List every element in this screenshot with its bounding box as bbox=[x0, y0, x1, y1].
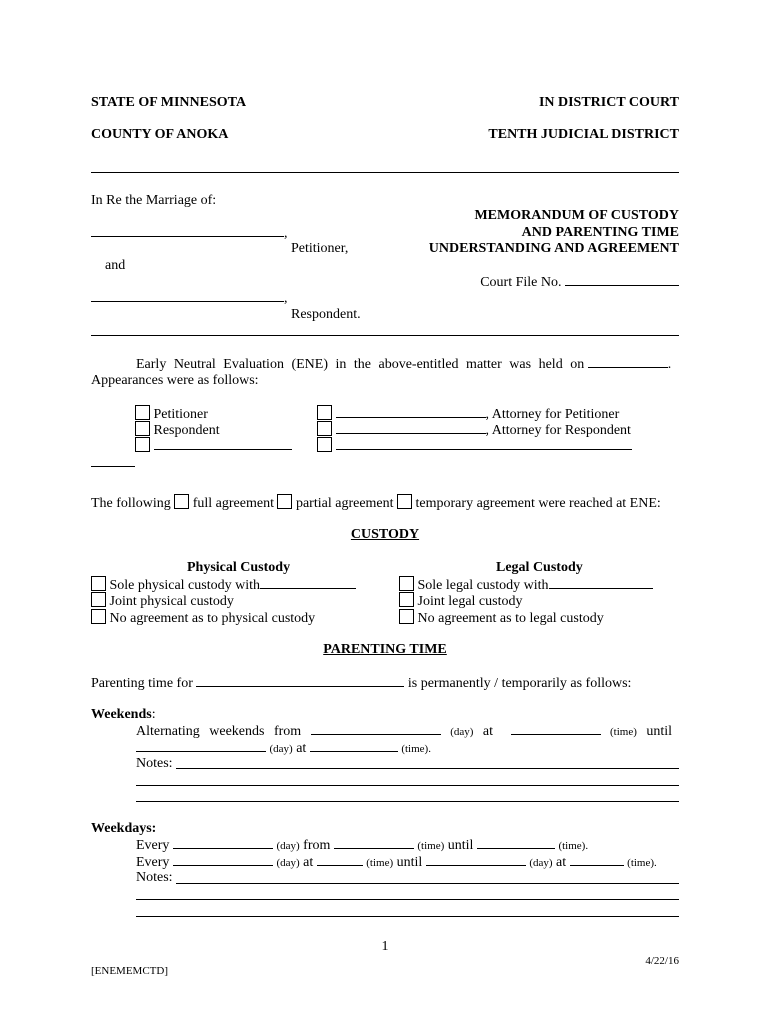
appearances-label: Appearances were as follows: bbox=[91, 373, 259, 388]
weekdays-line1: Every (day) from (time) until (time). bbox=[136, 838, 589, 853]
respondent-label: Respondent. bbox=[291, 307, 361, 322]
temporary-agreement-checkbox[interactable] bbox=[397, 494, 412, 509]
full-agreement-checkbox[interactable] bbox=[174, 494, 189, 509]
sole-physical-option[interactable]: Sole physical custody with bbox=[91, 576, 356, 594]
weekday1-until-time-field[interactable] bbox=[477, 837, 555, 849]
petitioner-checkbox[interactable] bbox=[135, 405, 150, 420]
weekends-label: Weekends: bbox=[91, 707, 156, 722]
weekday2-until-time-field[interactable] bbox=[570, 854, 624, 866]
weekend-at-time-field[interactable] bbox=[511, 723, 601, 735]
court-label: IN DISTRICT COURT bbox=[538, 95, 679, 110]
weekend-until-day-field[interactable] bbox=[136, 740, 266, 752]
attorney-other-checkbox[interactable] bbox=[317, 437, 332, 452]
sole-legal-checkbox[interactable] bbox=[399, 576, 414, 591]
weekend-until-time-field[interactable] bbox=[310, 740, 398, 752]
no-agreement-legal-option[interactable]: No agreement as to legal custody bbox=[399, 609, 604, 627]
ene-held-line: Early Neutral Evaluation (ENE) in the above-entitled matter was held on . bbox=[136, 357, 672, 372]
weekday2-at-time-field[interactable] bbox=[317, 854, 363, 866]
sole-legal-option[interactable]: Sole legal custody with bbox=[399, 576, 653, 594]
weekday-notes-line3[interactable] bbox=[136, 916, 679, 917]
doc-title-line3: UNDERSTANDING AND AGREEMENT bbox=[428, 241, 679, 256]
weekend-notes-line1[interactable] bbox=[176, 768, 679, 769]
in-re-label: In Re the Marriage of: bbox=[91, 193, 217, 208]
weekend-notes-line3[interactable] bbox=[136, 801, 679, 802]
weekdays-label: Weekdays: bbox=[91, 821, 157, 836]
no-agreement-physical-option[interactable]: No agreement as to physical custody bbox=[91, 609, 315, 627]
physical-custody-heading: Physical Custody bbox=[187, 560, 291, 575]
appearance-attorney-respondent[interactable]: , Attorney for Respondent bbox=[317, 421, 631, 439]
partial-agreement-checkbox[interactable] bbox=[277, 494, 292, 509]
appearance-other[interactable] bbox=[135, 437, 292, 455]
other-field-continuation bbox=[91, 466, 135, 467]
no-agreement-physical-checkbox[interactable] bbox=[91, 609, 106, 624]
court-file-label: Court File No. bbox=[480, 275, 562, 290]
joint-physical-checkbox[interactable] bbox=[91, 592, 106, 607]
weekday-notes-label: Notes: bbox=[136, 870, 173, 885]
weekend-notes-label: Notes: bbox=[136, 756, 173, 771]
header-divider bbox=[91, 172, 679, 173]
legal-custody-heading: Legal Custody bbox=[496, 560, 583, 575]
caption-divider bbox=[91, 335, 679, 336]
custody-heading: CUSTODY bbox=[350, 527, 420, 542]
weekday2-until-day-field[interactable] bbox=[426, 854, 526, 866]
attorney-petitioner-checkbox[interactable] bbox=[317, 405, 332, 420]
weekend-from-day-field[interactable] bbox=[311, 723, 441, 735]
no-agreement-legal-checkbox[interactable] bbox=[399, 609, 414, 624]
weekday2-day-field[interactable] bbox=[173, 854, 273, 866]
county-label: COUNTY OF ANOKA bbox=[91, 127, 229, 142]
respondent-name-field[interactable]: , bbox=[91, 290, 288, 307]
form-code: [ENEMEMCTD] bbox=[91, 965, 168, 977]
appearance-respondent[interactable]: Respondent bbox=[135, 421, 220, 439]
court-file-field[interactable] bbox=[480, 274, 679, 291]
petitioner-name-field[interactable]: , bbox=[91, 225, 288, 242]
petitioner-label: Petitioner, bbox=[291, 241, 349, 256]
parenting-time-for-line: Parenting time for is permanently / temporarily as follows: bbox=[91, 676, 632, 691]
revision-date: 4/22/16 bbox=[645, 955, 679, 967]
page-number: 1 bbox=[381, 939, 389, 954]
weekdays-line2: Every (day) at (time) until (day) at (time). bbox=[136, 855, 657, 870]
weekday-notes-line1[interactable] bbox=[176, 883, 679, 884]
parenting-time-heading: PARENTING TIME bbox=[323, 642, 447, 657]
parenting-time-for-field[interactable] bbox=[196, 675, 404, 687]
district-label: TENTH JUDICIAL DISTRICT bbox=[488, 127, 679, 142]
joint-physical-option[interactable]: Joint physical custody bbox=[91, 592, 234, 610]
weekends-line1: Alternating weekends from (day) at (time) until bbox=[136, 724, 673, 739]
attorney-respondent-checkbox[interactable] bbox=[317, 421, 332, 436]
weekday1-day-field[interactable] bbox=[173, 837, 273, 849]
respondent-checkbox[interactable] bbox=[135, 421, 150, 436]
joint-legal-option[interactable]: Joint legal custody bbox=[399, 592, 523, 610]
appearance-petitioner[interactable]: Petitioner bbox=[135, 405, 208, 423]
state-label: STATE OF MINNESOTA bbox=[91, 95, 247, 110]
other-checkbox[interactable] bbox=[135, 437, 150, 452]
weekday-notes-line2[interactable] bbox=[136, 899, 679, 900]
doc-title-line2: AND PARENTING TIME bbox=[521, 225, 679, 240]
appearance-attorney-petitioner[interactable]: , Attorney for Petitioner bbox=[317, 405, 619, 423]
ene-date-field[interactable] bbox=[588, 356, 668, 368]
and-label: and bbox=[105, 258, 126, 273]
weekday1-from-time-field[interactable] bbox=[334, 837, 414, 849]
weekends-line2: (day) at (time). bbox=[136, 740, 431, 757]
agreement-line: The following full agreement partial agreement temporary agreement were reached at ENE: bbox=[91, 496, 661, 511]
doc-title-line1: MEMORANDUM OF CUSTODY bbox=[474, 208, 679, 223]
weekend-notes-line2[interactable] bbox=[136, 785, 679, 786]
sole-physical-checkbox[interactable] bbox=[91, 576, 106, 591]
joint-legal-checkbox[interactable] bbox=[399, 592, 414, 607]
appearance-attorney-other[interactable] bbox=[317, 437, 632, 455]
